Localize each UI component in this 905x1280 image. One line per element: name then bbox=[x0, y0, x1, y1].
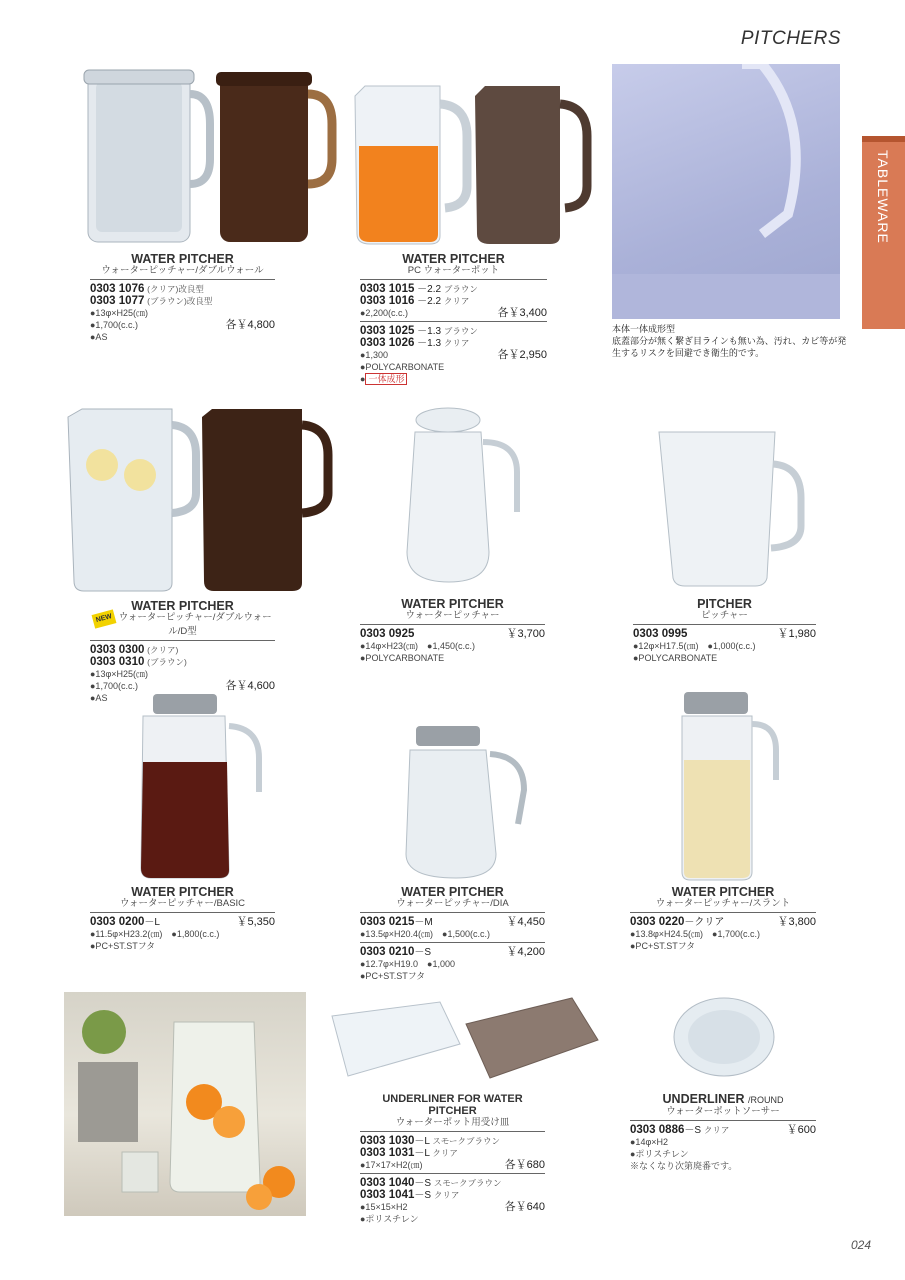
product-variant: (ブラウン)改良型 bbox=[147, 296, 213, 306]
price: ￥600 bbox=[786, 1124, 816, 1136]
divider bbox=[90, 912, 275, 913]
product-block-underliner bbox=[360, 1093, 545, 1225]
caption-title: 本体一体成形型 bbox=[612, 324, 676, 334]
spec-size: ●14φ×H2 bbox=[630, 1137, 669, 1147]
divider bbox=[360, 942, 545, 943]
product-subtitle: ウォーターピッチャー/スラント bbox=[655, 898, 791, 909]
discontinued-note: ※なくなり次第廃番です。 bbox=[630, 1161, 738, 1171]
product-title: WATER PITCHER bbox=[131, 599, 234, 613]
product-size: －M bbox=[414, 917, 433, 928]
price: 各￥3,400 bbox=[497, 307, 547, 319]
product-variant: スモークブラウン bbox=[432, 1136, 501, 1146]
divider bbox=[630, 912, 816, 913]
product-code: 0303 0995 bbox=[633, 628, 688, 640]
product-code: 0303 0200 bbox=[90, 916, 145, 928]
product-block-double-wall bbox=[90, 253, 275, 343]
product-size: －1.3 bbox=[417, 338, 442, 349]
product-title: WATER PITCHER bbox=[131, 885, 234, 899]
spec-size: ●12φ×H17.5(㎝) ●1,000(c.c.) bbox=[633, 641, 756, 651]
pitcher-basic-image bbox=[135, 692, 265, 882]
product-subtitle: ウォーターポットソーサー bbox=[666, 1106, 780, 1117]
price: ￥4,450 bbox=[506, 916, 545, 928]
spec-size: ●13φ×H25(㎝) bbox=[90, 308, 149, 318]
spec-capacity: ●1,700(c.c.) bbox=[90, 681, 138, 691]
divider bbox=[360, 321, 547, 322]
product-subtitle: ウォーターピッチャー/ダブルウォール bbox=[101, 265, 264, 276]
product-variant: クリア bbox=[432, 1148, 458, 1158]
spec-capacity: ●1,700(c.c.) bbox=[90, 320, 138, 330]
product-size: －L bbox=[414, 1148, 430, 1159]
spec-size: ●14φ×H23(㎝) ●1,450(c.c.) bbox=[360, 641, 475, 651]
price: ￥1,980 bbox=[777, 628, 816, 640]
product-variant: スモークブラウン bbox=[433, 1178, 502, 1188]
product-code: 0303 1031 bbox=[360, 1147, 415, 1159]
product-title-suffix: /ROUND bbox=[747, 1095, 784, 1105]
price: 各￥4,600 bbox=[225, 680, 275, 692]
pitcher-d-type-image bbox=[62, 405, 344, 595]
product-code: 0303 1076 bbox=[90, 283, 145, 295]
spec-size: ●13.5φ×H20.4(㎝) ●1,500(c.c.) bbox=[360, 929, 491, 939]
product-code: 0303 1026 bbox=[360, 337, 415, 349]
page-title: PITCHERS bbox=[740, 28, 841, 49]
product-code: 0303 1030 bbox=[360, 1135, 415, 1147]
divider bbox=[360, 1173, 545, 1174]
product-code: 0303 0925 bbox=[360, 628, 415, 640]
section-tab-label: TABLEWARE bbox=[875, 150, 891, 244]
lifestyle-photo bbox=[64, 992, 306, 1216]
product-title: UNDERLINER FOR WATER PITCHER bbox=[382, 1093, 523, 1117]
product-variant: クリア bbox=[443, 296, 470, 306]
product-variant: クリア bbox=[443, 338, 470, 348]
spec-material: ●PC+ST.STフタ bbox=[360, 971, 426, 981]
product-block-basic bbox=[90, 886, 275, 952]
price: 各￥680 bbox=[504, 1159, 545, 1171]
spec-size: ●13.8φ×H24.5(㎝) ●1,700(c.c.) bbox=[630, 929, 761, 939]
divider bbox=[360, 624, 545, 625]
price: 各￥4,800 bbox=[225, 319, 275, 331]
product-block-dia bbox=[360, 886, 545, 982]
pitcher-double-wall-image bbox=[70, 64, 340, 246]
divider bbox=[360, 279, 547, 280]
divider bbox=[90, 279, 275, 280]
price: 各￥640 bbox=[504, 1201, 545, 1213]
product-subtitle: PC ウォーターポット bbox=[407, 265, 500, 276]
page-number: 024 bbox=[850, 1238, 871, 1252]
product-subtitle: ピッチャー bbox=[701, 610, 748, 621]
product-variant: (クリア)改良型 bbox=[147, 284, 204, 294]
product-code: 0303 0886 bbox=[630, 1124, 685, 1136]
pitcher-dia-image bbox=[400, 724, 530, 882]
product-block-d-type bbox=[90, 600, 275, 704]
product-block-0925 bbox=[360, 598, 545, 664]
product-size: －2.2 bbox=[417, 284, 442, 295]
feature-tag: 一体成形 bbox=[365, 373, 407, 385]
caption-body: 生するリスクを回避でき衛生的です。 bbox=[612, 348, 765, 358]
product-code: 0303 1040 bbox=[360, 1177, 415, 1189]
spec-material: ●POLYCARBONATE bbox=[633, 653, 718, 663]
product-code: 0303 1025 bbox=[360, 325, 415, 337]
spec-size: ●11.5φ×H23.2(㎝) ●1,800(c.c.) bbox=[90, 929, 220, 939]
divider bbox=[633, 624, 816, 625]
product-variant: (クリア) bbox=[147, 645, 179, 655]
spec-size: ●12.7φ×H19.0 ●1,000 bbox=[360, 959, 456, 969]
product-title: PITCHER bbox=[697, 597, 752, 611]
price: ￥4,200 bbox=[506, 946, 545, 958]
product-code: 0303 0310 bbox=[90, 656, 145, 668]
product-variant: クリア bbox=[433, 1190, 460, 1200]
product-block-pc-water-pot bbox=[360, 253, 547, 385]
product-size: －S bbox=[414, 947, 432, 958]
product-subtitle: ウォーターピッチャー bbox=[405, 610, 500, 621]
price: ￥3,700 bbox=[506, 628, 545, 640]
product-size: －L bbox=[144, 917, 160, 928]
product-variant: ブラウン bbox=[443, 284, 478, 294]
product-size: －1.3 bbox=[417, 326, 442, 337]
product-title: WATER PITCHER bbox=[402, 252, 505, 266]
pitcher-flared-image bbox=[393, 402, 523, 588]
product-variant: ブラウン bbox=[443, 326, 478, 336]
new-badge: NEW bbox=[92, 609, 117, 628]
product-code: 0303 0210 bbox=[360, 946, 415, 958]
pc-water-pot-image bbox=[345, 76, 600, 248]
photo-caption bbox=[612, 323, 852, 359]
pitcher-faceted-image bbox=[655, 428, 805, 588]
spec-material: ●AS bbox=[90, 693, 108, 703]
product-title: UNDERLINER bbox=[662, 1092, 745, 1106]
spec-material: ●PC+ST.STフタ bbox=[90, 941, 156, 951]
spec-material: ●POLYCARBONATE bbox=[360, 362, 445, 372]
caption-body: 底蓋部分が無く繋ぎ目ラインも無い為、汚れ、カビ等が発 bbox=[612, 336, 847, 346]
product-title: WATER PITCHER bbox=[671, 885, 775, 899]
product-title: WATER PITCHER bbox=[131, 252, 234, 266]
product-subtitle: ウォーターピッチャー/DIA bbox=[396, 898, 509, 909]
product-size: －S bbox=[414, 1190, 432, 1201]
spec-size: ●15×15×H2 bbox=[360, 1202, 408, 1212]
spec-material: ●POLYCARBONATE bbox=[360, 653, 445, 663]
product-code: 0303 1041 bbox=[360, 1189, 415, 1201]
spec-material: ●ポリスチレン bbox=[360, 1214, 419, 1224]
spec-capacity: ●1,300 bbox=[360, 350, 388, 360]
spec-size: ●17×17×H2(㎝) bbox=[360, 1160, 423, 1170]
spec-size: ●13φ×H25(㎝) bbox=[90, 669, 149, 679]
spec-material: ●PC+ST.STフタ bbox=[630, 941, 696, 951]
product-size: －S bbox=[684, 1125, 702, 1136]
section-tab-edge bbox=[862, 136, 905, 142]
product-size: －2.2 bbox=[417, 296, 442, 307]
product-subtitle: ウォーターポット用受け皿 bbox=[395, 1117, 510, 1128]
product-variant: クリア bbox=[703, 1125, 730, 1135]
spec-material: ●ポリスチレン bbox=[630, 1149, 689, 1159]
underliner-round-image bbox=[672, 996, 776, 1078]
spec-material: ●AS bbox=[90, 332, 108, 342]
product-title: WATER PITCHER bbox=[401, 885, 504, 899]
product-block-0995 bbox=[633, 598, 816, 664]
product-subtitle: ウォーターピッチャー/BASIC bbox=[119, 898, 246, 909]
product-code: 0303 1016 bbox=[360, 295, 415, 307]
divider bbox=[630, 1120, 816, 1121]
price: 各￥2,950 bbox=[497, 349, 547, 361]
product-variant: (ブラウン) bbox=[147, 657, 187, 667]
product-code: 0303 0215 bbox=[360, 916, 415, 928]
product-code: 0303 1015 bbox=[360, 283, 415, 295]
divider bbox=[360, 1131, 545, 1132]
pitcher-closeup-photo bbox=[612, 64, 840, 319]
product-title: WATER PITCHER bbox=[401, 597, 504, 611]
product-block-underliner-round bbox=[630, 1093, 816, 1172]
product-code: 0303 0220 bbox=[630, 916, 685, 928]
product-code: 0303 0300 bbox=[90, 644, 145, 656]
product-code: 0303 1077 bbox=[90, 295, 145, 307]
price: ￥3,800 bbox=[777, 916, 816, 928]
pitcher-slant-image bbox=[676, 690, 786, 882]
product-size: －S bbox=[414, 1178, 432, 1189]
product-subtitle: ウォーターピッチャー/ダブルウォール/D型 bbox=[118, 612, 272, 637]
price: ￥5,350 bbox=[236, 916, 275, 928]
spec-capacity: ●2,200(c.c.) bbox=[360, 308, 408, 318]
bullet: ● bbox=[360, 374, 366, 384]
product-block-slant bbox=[630, 886, 816, 952]
divider bbox=[360, 912, 545, 913]
product-size: －クリア bbox=[684, 917, 725, 928]
underliner-square-image bbox=[328, 996, 600, 1086]
divider bbox=[90, 640, 275, 641]
product-size: －L bbox=[414, 1136, 430, 1147]
